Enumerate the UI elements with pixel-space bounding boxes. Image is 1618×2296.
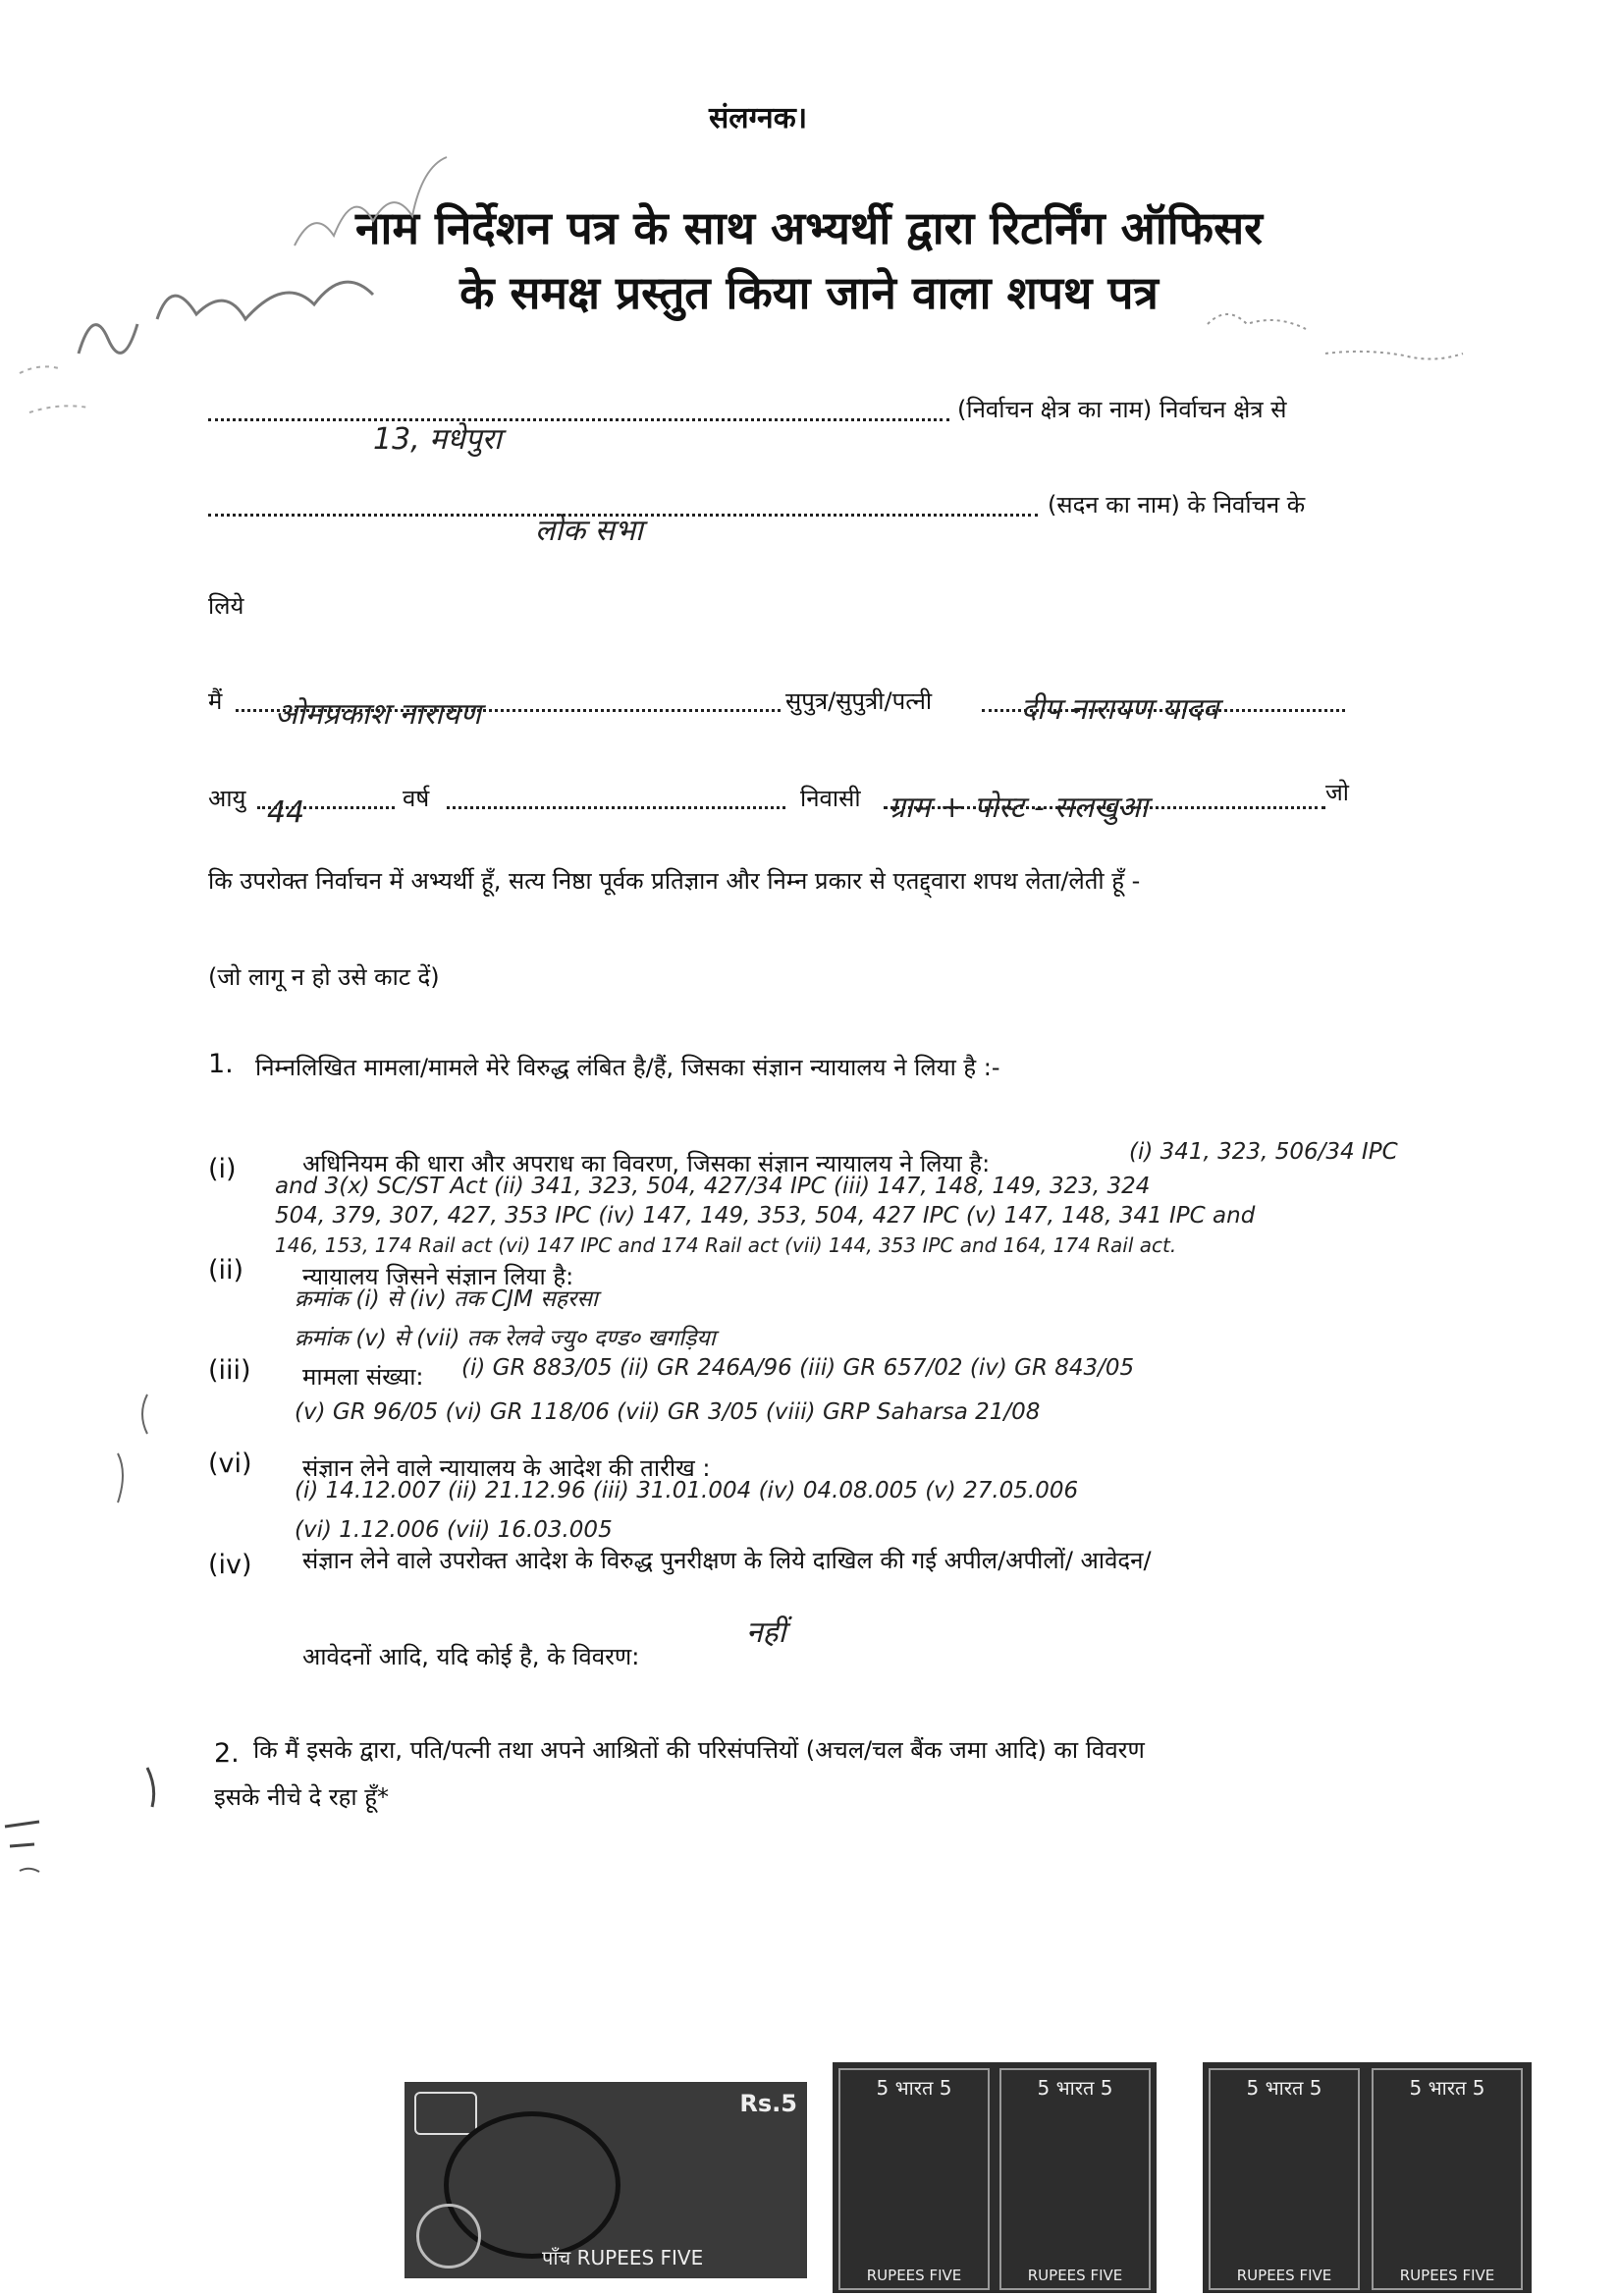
age-label: आयु [208, 785, 246, 812]
name-value: ओमप्रकाश नारायण [275, 697, 481, 732]
sub-vi-text: संज्ञान लेने वाले न्यायालय के आदेश की तारीख : [302, 1454, 711, 1482]
stamp-text: पाँच RUPEES FIVE [542, 2246, 704, 2269]
sub-ii-text: न्यायालय जिसने संज्ञान लिया है: [302, 1263, 574, 1290]
years-label: वर्ष [403, 785, 430, 812]
constituency-value: 13, मधेपुरा [373, 422, 502, 457]
relation-label: सुपुत्र/सुपुत्री/पत्नी [785, 687, 933, 715]
sub-iv-text2: आवेदनों आदि, यदि कोई है, के विवरण: [302, 1643, 640, 1670]
margin-marks [0, 1375, 187, 1886]
age-value: 44 [267, 795, 305, 830]
sub-ii-hand-b: क्रमांक (v) से (vii) तक रेलवे ज्यु० दण्ड० खगड़िया [295, 1326, 716, 1351]
sub-iii-text: मामला संख्या: [302, 1363, 424, 1391]
stamp-bottom: RUPEES FIVE [1236, 2267, 1332, 2284]
sub-iv-number: (iv) [208, 1550, 252, 1580]
stamp-label: 5 भारत 5 [1246, 2076, 1322, 2100]
item1-text: निम्नलिखित मामला/मामले मेरे विरुद्ध लंबित है/हैं, जिसका संज्ञान न्यायालय ने लिया है :- [255, 1054, 1000, 1081]
liye-label: लिये [208, 592, 244, 620]
sub-i-hand-a: (i) 341, 323, 506/34 IPC [1129, 1139, 1398, 1165]
sub-iii-hand-b: (v) GR 96/05 (vi) GR 118/06 (vii) GR 3/05 (viii) GRP Saharsa 21/08 [295, 1399, 1041, 1425]
stamp-bottom: RUPEES FIVE [1399, 2267, 1495, 2284]
item1-number: 1. [208, 1049, 234, 1079]
years-dotted-line [447, 800, 785, 809]
sub-i-hand-b: and 3(x) SC/ST Act (ii) 341, 323, 504, 427/34 IPC (iii) 147, 148, 149, 323, 324 [275, 1174, 1151, 1199]
stamp-value: Rs.5 [739, 2090, 797, 2117]
revenue-stamp-pair-2 [1203, 2062, 1532, 2293]
sub-iii-hand-a: (i) GR 883/05 (ii) GR 246A/96 (iii) GR 657/02 (iv) GR 843/05 [461, 1355, 1135, 1381]
item2-number: 2. [214, 1738, 240, 1769]
sub-i-number: (i) [208, 1154, 237, 1184]
sub-i-hand-d: 146, 153, 174 Rail act (vi) 147 IPC and 174 Rail act (vii) 144, 353 IPC and 164, 174 Rail act. [275, 1233, 1177, 1257]
sub-ii-number: (ii) [208, 1255, 244, 1285]
house-label: (सदन का नाम) के निर्वाचन के [1048, 491, 1306, 519]
sub-iv-hand: नहीं [746, 1615, 786, 1650]
constituency-dotted-line [208, 412, 949, 421]
stamp-label: 5 भारत 5 [1037, 2076, 1113, 2100]
stamp-label: 5 भारत 5 [876, 2076, 952, 2100]
item2-text: कि मैं इसके द्वारा, पति/पत्नी तथा अपने आश्रितों की परिसंपत्तियों (अचल/चल बैंक जमा आदि) का विवरण [253, 1736, 1145, 1764]
sub-iv-text: संज्ञान लेने वाले उपरोक्त आदेश के विरुद्ध पुनरीक्षण के लिये दाखिल की गई अपील/अपीलों/ आवेदन/ [302, 1547, 1152, 1574]
revenue-stamp-pair-1 [833, 2062, 1157, 2293]
oath-text: कि उपरोक्त निर्वाचन में अभ्यर्थी हूँ, सत्य निष्ठा पूर्वक प्रतिज्ञान और निम्न प्रकार से एतद्द्वारा शपथ लेता/लेती हूँ - [208, 867, 1141, 895]
court-fee-stamp [404, 2082, 807, 2278]
item2-text2: इसके नीचे दे रहा हूँ* [214, 1783, 389, 1811]
sub-vi-hand-a: (i) 14.12.007 (ii) 21.12.96 (iii) 31.01.004 (iv) 04.08.005 (v) 27.05.006 [295, 1478, 1079, 1503]
house-value: लोक सभा [535, 514, 643, 548]
main-label: मैं [208, 687, 223, 715]
father-value: दीप नारायण यादव [1021, 692, 1219, 727]
jo-label: जो [1325, 779, 1350, 806]
stamp-bottom: RUPEES FIVE [1027, 2267, 1123, 2284]
address-value: ग्राम + पोस्ट - सलखुआ [889, 791, 1149, 825]
sub-iii-number: (iii) [208, 1355, 251, 1386]
sub-i-text: अधिनियम की धारा और अपराध का विवरण, जिसका संज्ञान न्यायालय ने लिया है: [302, 1150, 991, 1177]
margin-scribble [0, 128, 452, 452]
stamp-label: 5 भारत 5 [1409, 2076, 1485, 2100]
constituency-label: (निर्वाचन क्षेत्र का नाम) निर्वाचन क्षेत्र से [957, 396, 1287, 423]
sub-vi-number: (vi) [208, 1449, 252, 1479]
margin-scribble-right [1198, 295, 1522, 393]
sub-ii-hand-a: क्रमांक (i) से (iv) तक CJM सहरसा [295, 1286, 598, 1312]
sub-i-hand-c: 504, 379, 307, 427, 353 IPC (iv) 147, 149, 353, 504, 427 IPC (v) 147, 148, 341 IPC and [275, 1203, 1256, 1229]
page-title-line2: के समक्ष प्रस्तुत किया जाने वाला शपथ पत्र [459, 266, 1159, 319]
stamp-bottom: RUPEES FIVE [866, 2267, 962, 2284]
sub-vi-hand-b: (vi) 1.12.006 (vii) 16.03.005 [295, 1517, 613, 1543]
annexure-label: संलग्नक। [709, 101, 808, 136]
page-title-line1: नाम निर्देशन पत्र के साथ अभ्यर्थी द्वारा रिटर्निंग ऑफिसर [355, 201, 1263, 254]
resident-label: निवासी [800, 785, 861, 812]
strike-note: (जो लागू न हो उसे काट दें) [208, 963, 440, 991]
